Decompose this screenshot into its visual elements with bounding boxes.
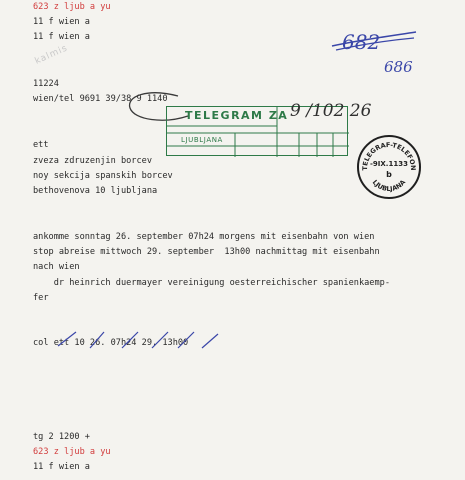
footer-line-2: 623 z ljub a yu (33, 447, 111, 457)
header-line-2: 11 f wien a (33, 17, 90, 27)
address-line-1: ett (33, 140, 49, 150)
collation-line: col ett 10 26. 07h24 29. 13h00 (33, 338, 189, 348)
handwritten-struck-number: 682 (342, 30, 381, 54)
address-line-3: noy sekcija spanskih borcev (33, 171, 173, 181)
message-line-1: ankomme sonntag 26. september 07h24 morgens mit eisenbahn von wien (33, 232, 375, 242)
address-line-2: zveza zdruzenjin borcev (33, 156, 152, 166)
header-line-1: 623 z ljub a yu (33, 2, 111, 12)
message-line-5: fer (33, 293, 49, 303)
handwritten-number: 686 (384, 58, 413, 76)
message-line-2: stop abreise mittwoch 29. september 13h00 nachmittag mit eisenbahn (33, 247, 380, 257)
header-line-4: 11224 (33, 79, 59, 89)
postmark-top-text: TELEGRAF-TELEFON (360, 140, 418, 171)
postmark-letter: b (386, 170, 392, 179)
strike-through-mark (330, 28, 420, 54)
header-line-5: wien/tel 9691 39/38 9 1140 (33, 94, 168, 104)
handwritten-stamp-note: 9 /102 26 (290, 101, 372, 121)
svg-text:LJUBLJANA (371, 178, 407, 193)
message-line-4: dr heinrich duermayer vereinigung oesterreichischer spanienkaemp- (33, 278, 390, 288)
postmark-bottom-text: LJUBLJANA (370, 178, 408, 194)
footer-line-1: tg 2 1200 + (33, 432, 90, 442)
stamp-city: LJUBLJANA (181, 136, 223, 144)
round-postmark (357, 135, 421, 199)
postmark-date: -9IX.1133 (370, 160, 408, 168)
message-line-3: nach wien (33, 262, 80, 272)
footer-line-3: 11 f wien a (33, 462, 90, 472)
stamp-title: TELEGRAM ZA (185, 109, 289, 122)
watermark: kalmis (33, 43, 70, 67)
address-line-4: bethovenova 10 ljubljana (33, 186, 158, 196)
header-line-3: 11 f wien a (33, 32, 90, 42)
collation-strike-marks (52, 326, 222, 356)
